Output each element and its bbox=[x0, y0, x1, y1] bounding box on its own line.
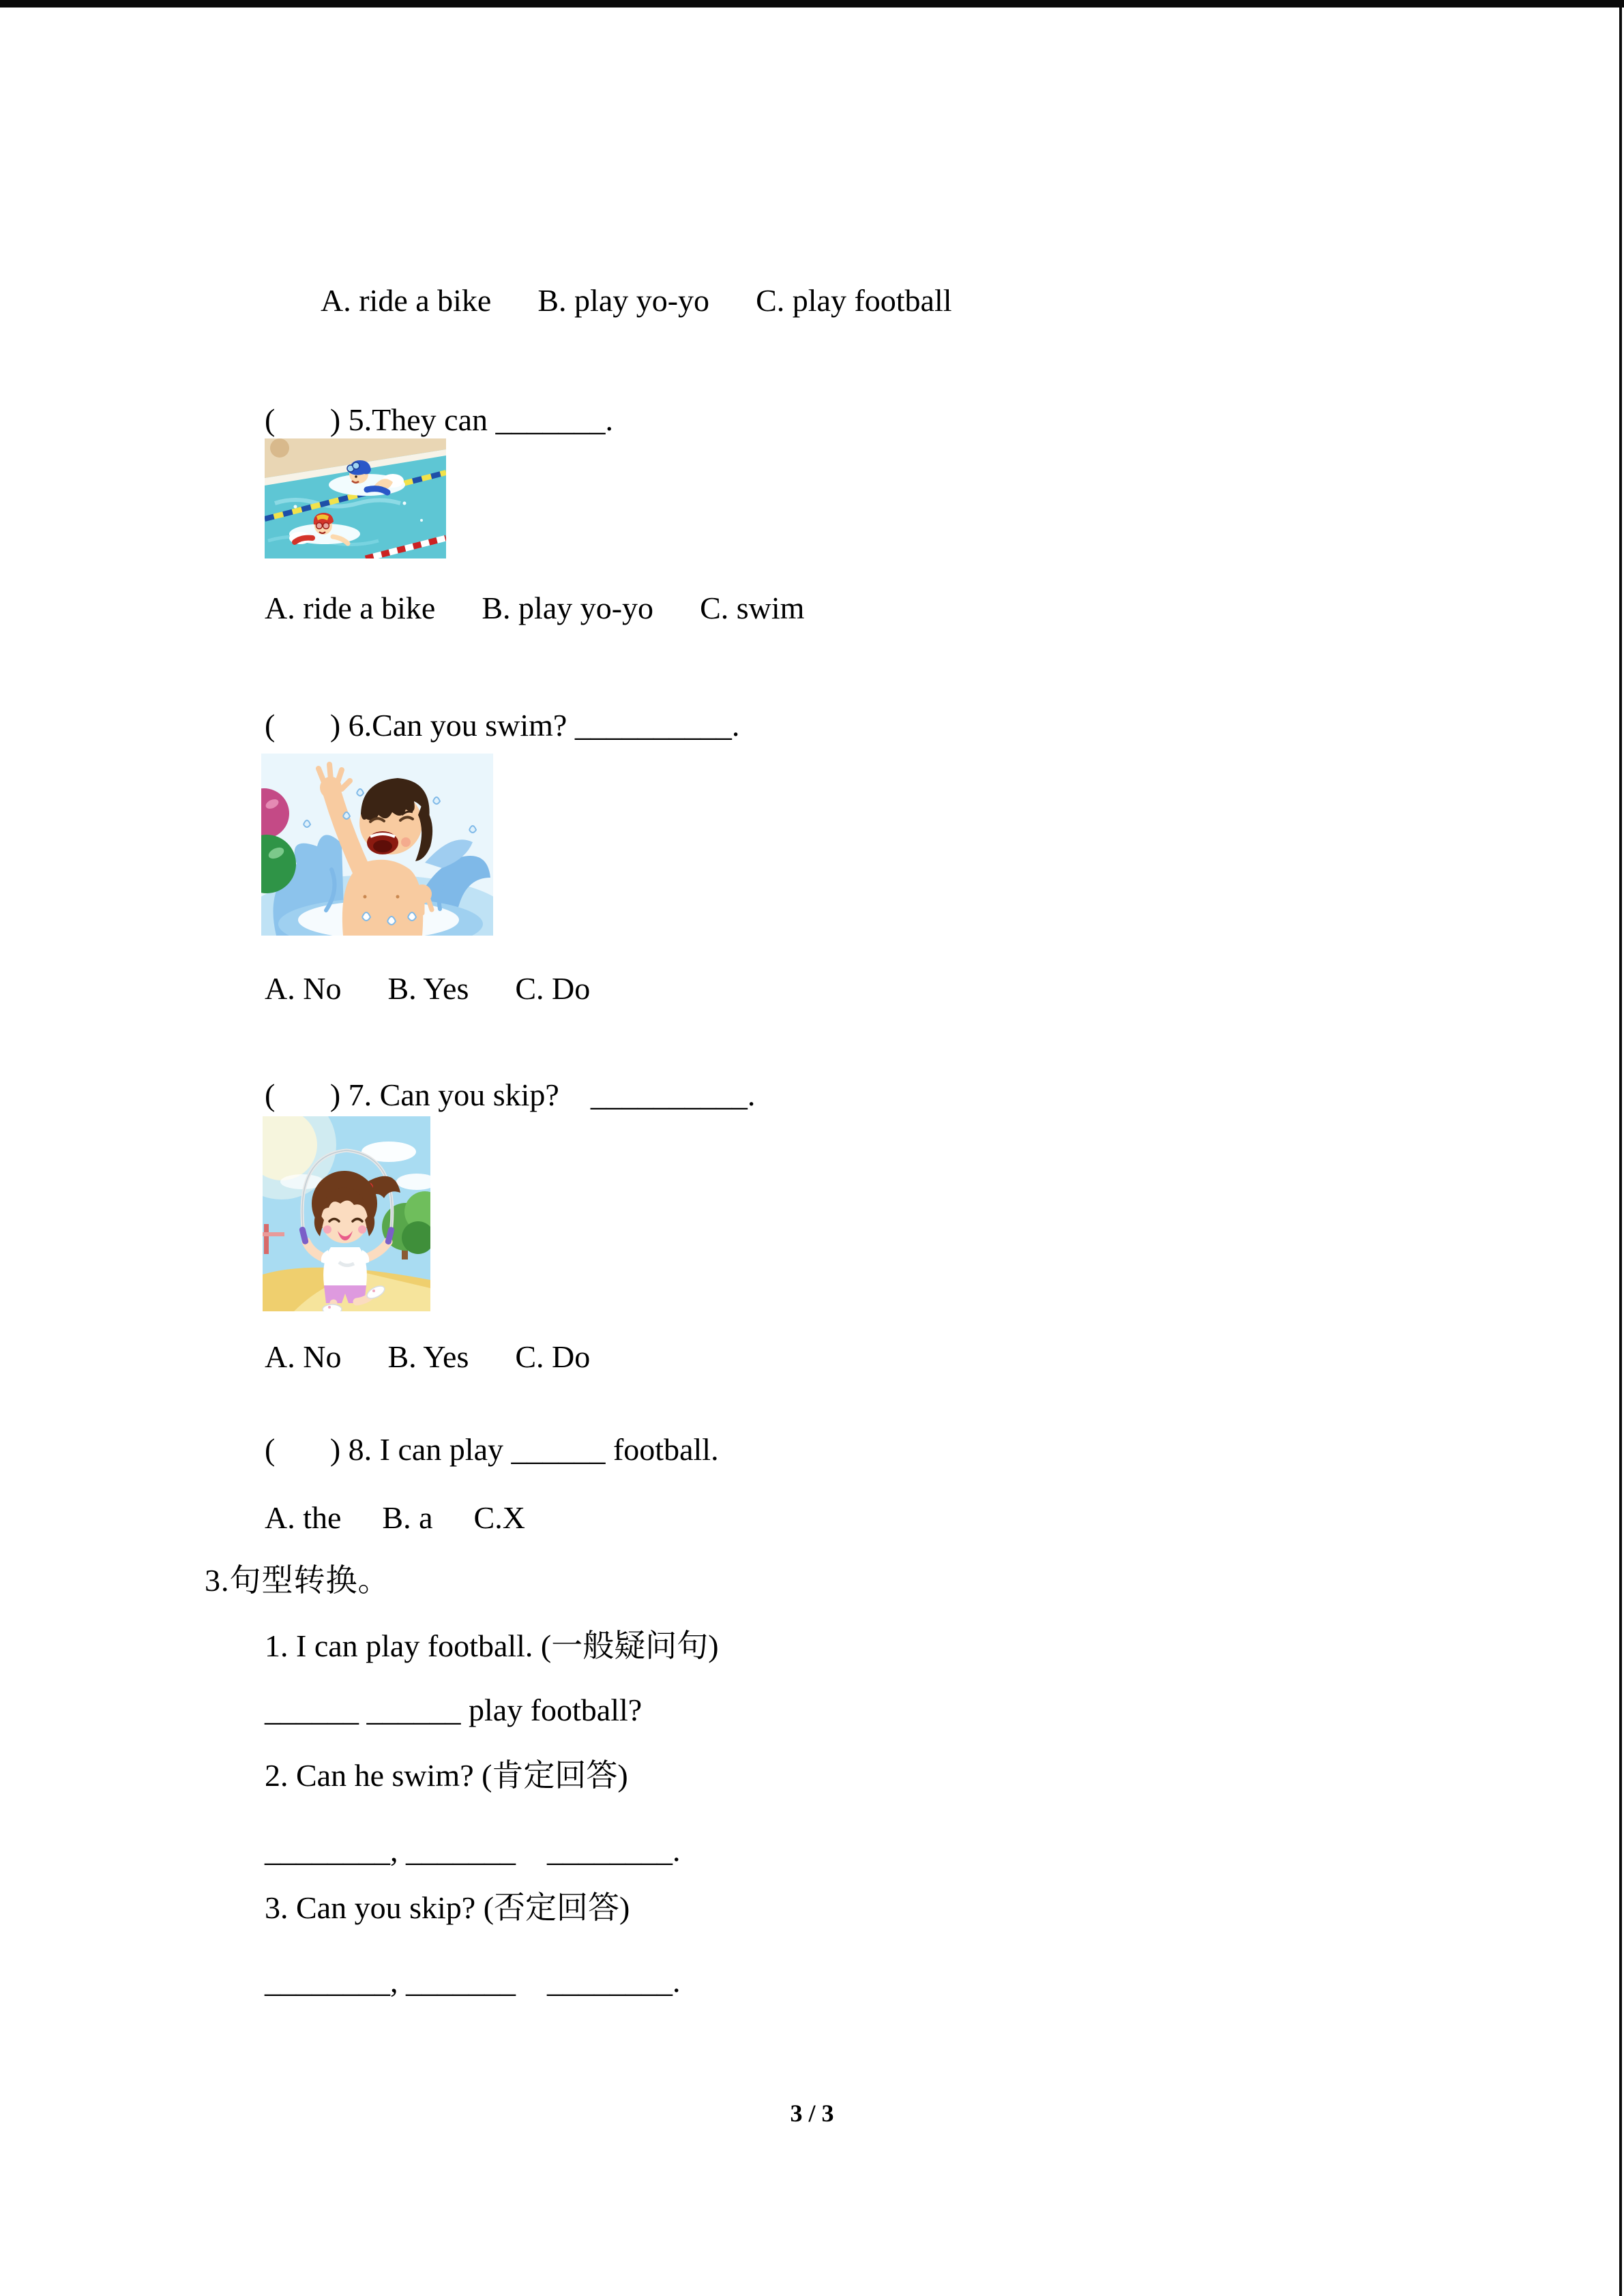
q5-option-b: B. play yo-yo bbox=[482, 591, 654, 625]
scan-border-top bbox=[0, 0, 1624, 8]
q7-options-row bbox=[265, 1339, 590, 1375]
drowning-boy-image bbox=[261, 754, 493, 936]
q5-prompt: ( ) 5.They can _______. bbox=[265, 402, 613, 437]
q7-prompt: ( ) 7. Can you skip? __________. bbox=[265, 1077, 756, 1112]
q8-prompt: ( ) 8. I can play ______ football. bbox=[265, 1432, 719, 1467]
q7-option-b: B. Yes bbox=[387, 1339, 469, 1374]
section3-item3-answer-line: ________, _______ ________. bbox=[265, 1964, 681, 1999]
q6-option-b: B. Yes bbox=[387, 971, 469, 1006]
q4-option-a: A. ride a bike bbox=[321, 283, 492, 318]
skipping-girl-image bbox=[263, 1116, 430, 1311]
page-number: 3 / 3 bbox=[790, 2100, 834, 2127]
q5-option-a: A. ride a bike bbox=[265, 591, 436, 625]
q6-option-c: C. Do bbox=[515, 971, 591, 1006]
q6-options-row bbox=[265, 971, 590, 1007]
q8-option-b: B. a bbox=[382, 1500, 433, 1535]
q4-option-b: B. play yo-yo bbox=[537, 283, 710, 318]
section3-item3-prompt: 3. Can you skip? (否定回答) bbox=[265, 1890, 630, 1925]
section3-item2-prompt: 2. Can he swim? (肯定回答) bbox=[265, 1758, 628, 1793]
section3-item1-prompt: 1. I can play football. (一般疑问句) bbox=[265, 1628, 719, 1663]
q8-option-a: A. the bbox=[265, 1500, 342, 1535]
q4-options-row bbox=[321, 283, 952, 319]
q4-option-c: C. play football bbox=[756, 283, 952, 318]
q8-option-c: C.X bbox=[473, 1500, 525, 1535]
q7-option-c: C. Do bbox=[515, 1339, 591, 1374]
scan-border-right bbox=[1619, 0, 1622, 2296]
q6-option-a: A. No bbox=[265, 971, 342, 1006]
section3-heading: 3.句型转换。 bbox=[205, 1563, 390, 1598]
section3-item1-answer-line: ______ ______ play football? bbox=[265, 1693, 643, 1727]
q7-option-a: A. No bbox=[265, 1339, 342, 1374]
q5-option-c: C. swim bbox=[700, 591, 805, 625]
q8-options-row bbox=[265, 1500, 525, 1536]
section3-item2-answer-line: ________, _______ ________. bbox=[265, 1833, 681, 1868]
q6-prompt: ( ) 6.Can you swim? __________. bbox=[265, 708, 740, 743]
q5-options-row bbox=[265, 591, 804, 627]
swimming-kids-image bbox=[265, 438, 446, 558]
